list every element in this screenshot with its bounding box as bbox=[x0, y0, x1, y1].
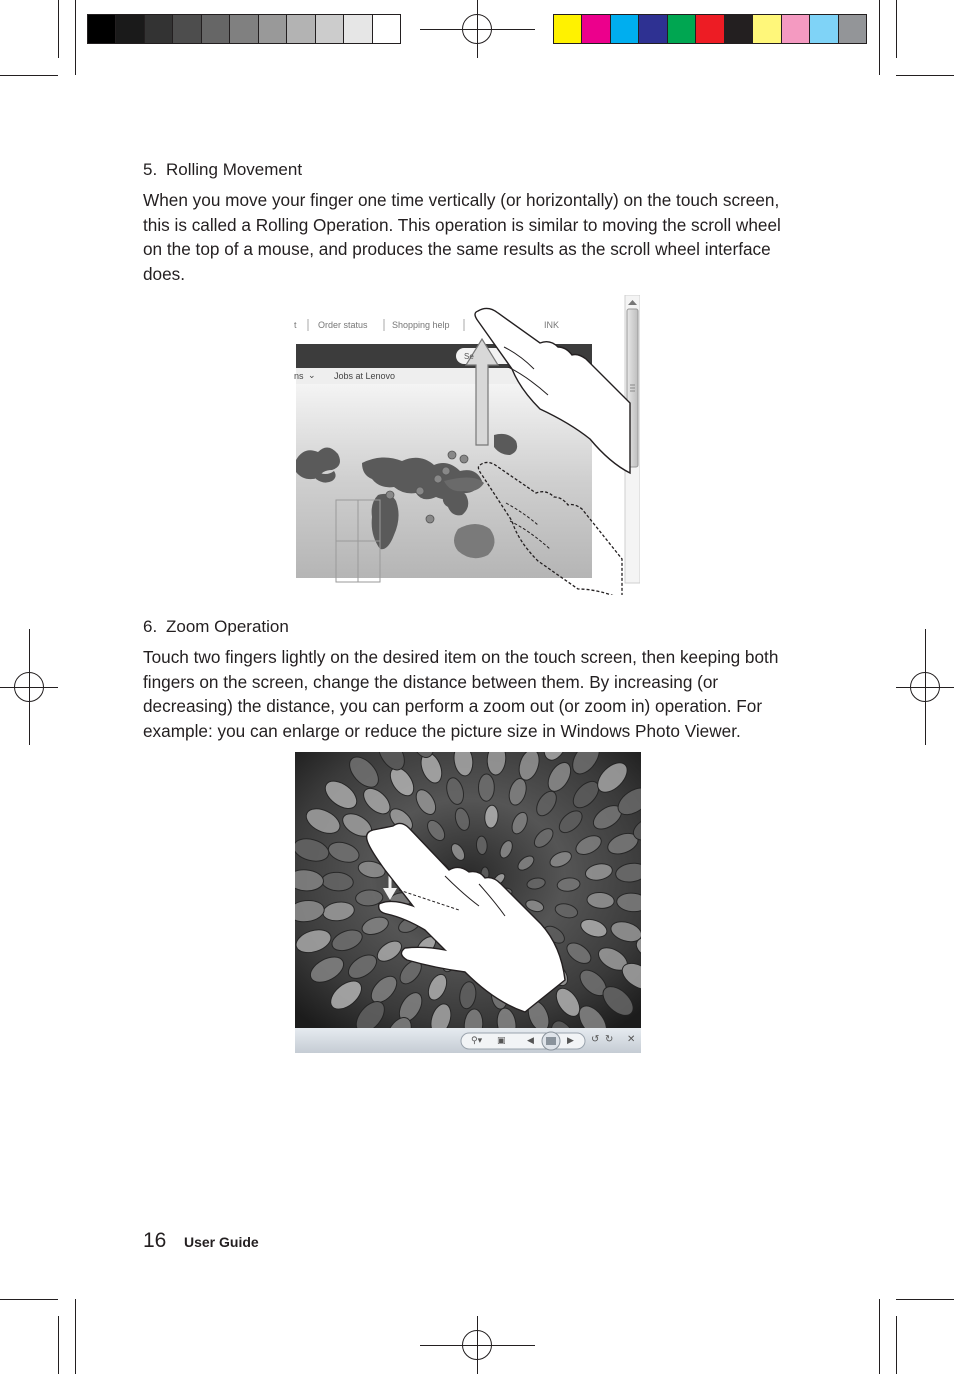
grayscale-color-bar bbox=[87, 14, 401, 44]
crop-mark bbox=[58, 0, 59, 58]
color-swatch bbox=[611, 15, 639, 43]
petal bbox=[478, 774, 494, 801]
chevron-down-icon: ⌄ bbox=[308, 370, 316, 380]
color-swatch bbox=[753, 15, 781, 43]
rolling-illustration bbox=[294, 295, 640, 595]
color-swatch bbox=[668, 15, 696, 43]
crop-mark bbox=[58, 1316, 59, 1374]
color-swatch bbox=[696, 15, 724, 43]
color-swatch bbox=[554, 15, 582, 43]
section-heading-rolling bbox=[143, 159, 302, 181]
section-body-zoom: Touch two fingers lightly on the desired item on the touch screen, then keeping both fingers on the screen, change the distance between them. By increasing (or decreasing) the distance, you can perform a zoom out (or zoom in) operation. For example: you can enlarge or reduce the picture size in Windows Photo Viewer. bbox=[143, 647, 779, 741]
color-swatch bbox=[810, 15, 838, 43]
crop-mark bbox=[0, 1299, 58, 1300]
zoom-illustration bbox=[295, 752, 641, 1053]
section-heading-zoom bbox=[143, 616, 289, 638]
crop-mark bbox=[0, 75, 58, 76]
previous-icon[interactable]: ◀ bbox=[527, 1035, 534, 1045]
color-swatch bbox=[782, 15, 810, 43]
search-box-partial: Se bbox=[464, 352, 474, 361]
footer-label: User Guide bbox=[184, 1234, 259, 1250]
color-swatch bbox=[88, 15, 116, 43]
next-icon[interactable]: ▶ bbox=[567, 1035, 574, 1045]
process-color-bar bbox=[553, 14, 867, 44]
color-swatch bbox=[202, 15, 230, 43]
color-swatch bbox=[639, 15, 667, 43]
color-swatch bbox=[230, 15, 258, 43]
nav-link-order-status: Order status bbox=[318, 320, 368, 330]
crop-mark bbox=[896, 75, 954, 76]
rotate-right-icon[interactable]: ↻ bbox=[605, 1034, 614, 1045]
color-swatch bbox=[725, 15, 753, 43]
color-swatch bbox=[344, 15, 372, 43]
section-title: Zoom Operation bbox=[166, 617, 289, 636]
crop-mark bbox=[879, 1299, 880, 1374]
crop-mark bbox=[75, 0, 76, 75]
nav-link-partial-right: INK bbox=[544, 320, 560, 330]
color-swatch bbox=[316, 15, 344, 43]
menu-item-jobs: Jobs at Lenovo bbox=[334, 371, 396, 381]
registration-mark bbox=[14, 672, 44, 702]
section-number: 5. bbox=[143, 160, 158, 179]
color-swatch bbox=[582, 15, 610, 43]
section-title: Rolling Movement bbox=[166, 160, 303, 179]
crop-mark bbox=[896, 1299, 954, 1300]
crop-mark bbox=[896, 1316, 897, 1374]
registration-mark bbox=[462, 1330, 492, 1360]
delete-icon[interactable]: ✕ bbox=[627, 1034, 636, 1045]
crop-mark bbox=[879, 0, 880, 75]
zoom-icon[interactable]: ⚲▾ bbox=[471, 1035, 483, 1045]
color-swatch bbox=[116, 15, 144, 43]
registration-mark bbox=[462, 14, 492, 44]
color-swatch bbox=[287, 15, 315, 43]
color-swatch bbox=[839, 15, 866, 43]
page-number: 16 bbox=[143, 1229, 167, 1252]
nav-link-partial: t bbox=[294, 320, 297, 330]
crop-mark bbox=[75, 1299, 76, 1374]
section-number: 6. bbox=[143, 617, 158, 636]
color-swatch bbox=[373, 15, 400, 43]
actual-size-icon[interactable]: ▣ bbox=[497, 1035, 506, 1045]
crop-mark bbox=[896, 0, 897, 58]
color-swatch bbox=[173, 15, 201, 43]
nav-link-shopping-help: Shopping help bbox=[392, 320, 450, 330]
rotate-left-icon[interactable]: ↺ bbox=[591, 1034, 600, 1045]
color-swatch bbox=[259, 15, 287, 43]
menu-item-partial: ns bbox=[294, 371, 304, 381]
section-body-rolling: When you move your finger one time vertically (or horizontally) on the touch screen, this is called a Rolling Operation. This operation is similar to moving the scroll wheel on the top of a mouse, and produces the same results as the scroll wheel interface does. bbox=[143, 190, 781, 284]
registration-mark bbox=[910, 672, 940, 702]
color-swatch bbox=[145, 15, 173, 43]
